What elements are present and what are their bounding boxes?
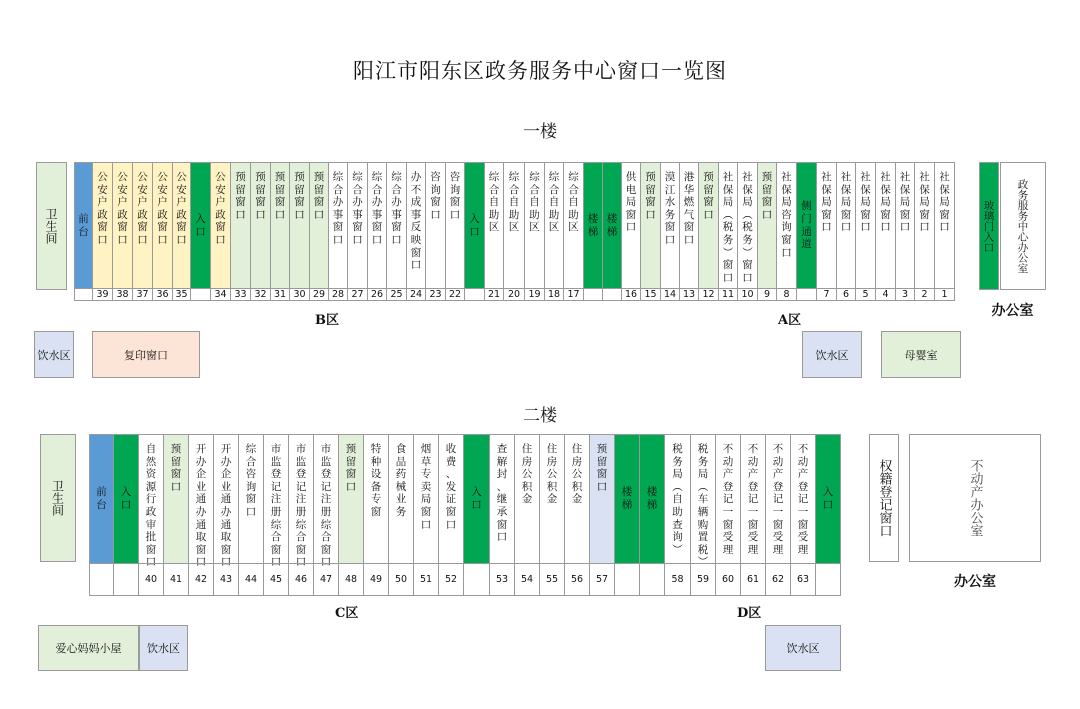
floor1-mother-room: 母婴室 [881,331,961,378]
floor2-window-15 [463,434,490,564]
floor2-registry-window [869,434,899,562]
floor1-window-label: 综 合 自 助 区 [508,171,520,234]
floor2-window-number: 48 [338,563,364,596]
floor1-window-32 [698,162,719,289]
floor1-window-label: 预 留 窗 口 [703,171,714,221]
floor2-window-row [89,434,842,597]
floor1-window-label: 楼 梯 [606,212,618,238]
floor1-office-label: 办公室 [991,303,1034,319]
floor2-window-14 [438,434,464,564]
floor2-window-label: 综 合 咨 询 窗 口 [245,443,257,518]
floor2-window-7 [263,434,289,569]
floor1-window-number: 10 [737,288,758,301]
floor1-window-label: 综 合 自 助 区 [488,171,500,234]
floor1-window-label: 公 安 户 政 窗 口 [215,171,226,246]
floor1-heading: 一楼 [523,122,557,142]
floor2-window-label: 入 口 [471,486,482,511]
floor1-window-number: 14 [660,288,680,301]
floor2-heading: 二楼 [523,406,557,426]
floor1-window-number: 29 [309,288,329,301]
floor2-window-number: 51 [413,563,439,596]
floor1-window-40 [855,162,876,289]
floor2-window-number: 54 [514,563,540,596]
floor2-window-label: 预 留 窗 口 [596,443,608,493]
floor2-window-number [113,563,139,596]
floor2-window-number: 63 [790,563,816,596]
floor2-window-number: 55 [539,563,565,596]
floor2-property-office-label: 不动产办公室 [967,459,983,537]
floor1-copy-window: 复印窗口 [92,331,200,378]
floor1-window-number: 35 [172,288,191,301]
floor1-window-label: 漠 江 水 务 窗 口 [664,171,676,246]
floor1-window-19 [445,162,465,289]
floor1-window-8 [230,162,251,289]
floor1-window-16 [386,162,407,289]
floor1-window-12 [309,162,329,289]
floor1-window-number: 28 [328,288,348,301]
floor2-window-label: 自 然 资 源 行 政 审 批 窗 口 [145,443,157,569]
floor1-window-number: 31 [270,288,290,301]
floor2-window-18 [539,434,565,564]
floor1-window-label: 供 电 局 窗 口 [625,171,637,234]
floor2-window-number: 42 [188,563,214,596]
floor1-window-label: 公 安 户 政 窗 口 [137,171,148,246]
floor2-window-28 [790,434,816,564]
floor2-window-16 [489,434,515,564]
floor2-water-right: 饮水区 [765,625,841,671]
floor2-water-left: 饮水区 [139,625,188,671]
zone-c-label: C区 [335,606,359,621]
floor1-window-number: 1 [934,288,955,301]
floor2-window-label: 查 解 封 、 继 承 窗 口 [496,443,508,544]
floor2-window-11 [363,434,389,564]
floor1-window-5 [172,162,191,289]
floor1-window-label: 预 留 窗 口 [235,171,246,221]
floor1-window-number: 11 [718,288,738,301]
floor1-window-label: 预 留 窗 口 [294,171,305,221]
floor2-window-number: 60 [715,563,741,596]
floor2-window-label: 入 口 [822,486,834,511]
floor1-window-9 [250,162,271,289]
floor1-window-label: 公 安 户 政 窗 口 [157,171,168,246]
floor1-window-number: 21 [484,288,504,301]
floor2-window-label: 预 留 窗 口 [345,443,357,493]
floor2-window-label: 楼 梯 [646,486,658,511]
floor1-window-number [796,288,817,301]
floor1-window-number: 30 [289,288,310,301]
floor2-window-label: 入 口 [120,486,132,511]
floor1-window-label: 社 保 局 咨 询 窗 口 [781,171,792,259]
floor2-window-number: 45 [263,563,289,596]
floor2-window-21 [614,434,640,564]
floor2-window-label: 收 费 、 发 证 窗 口 [445,443,457,531]
floor1-office [1000,162,1046,290]
floor1-window-label: 社 保 局 ︵ 税 务 ︶ 窗 口 [742,171,753,284]
floor2-window-label: 不 动 产 登 记 一 窗 受 理 [747,443,759,556]
floor1-window-43 [914,162,935,289]
floor2-window-10 [338,434,364,564]
floor1-window-label: 社 保 局 窗 口 [840,171,852,234]
floor1-window-number [190,288,211,301]
floor1-restroom-label: 卫生间 [44,208,58,244]
floor1-glass-door [979,162,999,290]
floor2-window-5 [213,434,239,569]
floor1-window-label: 楼 梯 [587,212,599,238]
floor1-window-20 [464,162,485,289]
floor1-window-18 [425,162,446,289]
floor1-window-7 [210,162,231,289]
floor1-window-number: 36 [152,288,173,301]
page-title: 阳江市阳东区政务服务中心窗口一览图 [353,59,727,83]
floor1-window-31 [679,162,699,289]
floor1-window-34 [737,162,758,289]
floor1-window-label: 公 安 户 政 窗 口 [97,171,108,246]
floor1-window-label: 社 保 局 窗 口 [919,171,930,234]
floor2-window-number: 44 [238,563,264,596]
floor1-window-number: 4 [875,288,896,301]
floor2-window-label: 开 办 企 业 通 办 通 取 窗 口 [220,443,232,569]
floor1-window-number: 3 [895,288,915,301]
floor1-window-label: 综 合 自 助 区 [529,171,540,234]
floor1-window-number: 39 [92,288,113,301]
floor1-window-36 [776,162,797,289]
floor1-window-label: 综 合 办 事 窗 口 [371,171,383,246]
floor1-window-10 [270,162,290,289]
floor2-window-label: 食 品 药 械 业 务 [395,443,407,518]
floor2-registry-label: 权籍登记窗口 [876,459,892,537]
floor2-window-8 [288,434,314,569]
floor2-window-label: 市 监 登 记 注 册 综 合 窗 口 [320,443,332,569]
floor2-window-13 [413,434,439,564]
floor1-window-label: 社 保 局 窗 口 [880,171,891,234]
floor1-window-label: 社 保 局 窗 口 [939,171,950,234]
floor2-window-number: 56 [564,563,590,596]
floor1-window-number: 38 [112,288,133,301]
floor2-window-20 [589,434,615,564]
floor1-window-number: 7 [816,288,837,301]
floor2-window-label: 税 务 局 ︵ 自 助 查 询 ︶ [672,443,683,556]
floor1-window-number: 6 [836,288,856,301]
floor1-window-37 [796,162,817,289]
floor2-restroom [40,434,76,562]
floor1-window-14 [347,162,368,289]
floor2-window-number: 43 [213,563,239,596]
floor2-window-27 [765,434,791,564]
floor1-window-35 [757,162,777,289]
floor2-window-label: 烟 草 专 卖 局 窗 口 [420,443,432,531]
floor2-restroom-label: 卫生间 [50,480,65,516]
floor1-window-number: 12 [698,288,719,301]
floor2-window-number: 62 [765,563,791,596]
floor2-window-29 [815,434,841,564]
floor1-window-label: 前 台 [78,212,89,238]
floor2-window-25 [715,434,741,564]
floor1-window-number: 37 [132,288,153,301]
floor1-window-label: 预 留 窗 口 [313,171,325,221]
floor1-window-label: 社 保 局 窗 口 [821,171,832,234]
floor2-window-6 [238,434,264,564]
floor1-window-6 [190,162,211,289]
floor1-window-number: 33 [230,288,251,301]
floor1-window-number: 9 [757,288,777,301]
floor2-window-24 [690,434,716,569]
floor2-window-number: 47 [313,563,339,596]
floor1-window-number [464,288,485,301]
floor1-window-number: 17 [563,288,584,301]
floor2-mom-room: 爱心妈妈小屋 [38,625,139,671]
floor1-window-label: 咨 询 窗 口 [430,171,441,221]
floor1-window-39 [836,162,856,289]
floor1-window-label: 公 安 户 政 窗 口 [117,171,128,246]
floor1-window-label: 社 保 局 窗 口 [899,171,911,234]
floor2-window-number: 59 [690,563,716,596]
floor2-window-4 [188,434,214,569]
floor1-window-0 [74,162,93,289]
floor2-window-number: 61 [740,563,766,596]
floor1-window-21 [484,162,504,289]
floor1-window-30 [660,162,680,289]
zone-b-label: B区 [315,313,339,328]
floor2-window-number [614,563,640,596]
floor1-window-label: 社 保 局 窗 口 [860,171,871,234]
floor2-window-number: 41 [163,563,189,596]
floor1-window-number: 25 [386,288,407,301]
floor1-window-number: 24 [406,288,426,301]
floor2-window-number [89,563,114,596]
floor1-restroom [36,162,67,290]
floor2-window-label: 税 务 局 ︵ 车 辆 购 置 税 ︶ [697,443,709,569]
floor1-window-number: 27 [347,288,368,301]
floor1-office-name: 政务服务中心办公室 [1016,178,1029,274]
floor1-window-number: 32 [250,288,271,301]
floor2-window-number [639,563,665,596]
floor1-window-number: 15 [640,288,661,301]
floor1-window-number: 34 [210,288,231,301]
floor1-window-label: 入 口 [469,212,480,238]
floor2-window-label: 开 办 企 业 通 办 通 取 窗 口 [195,443,207,569]
floor2-window-label: 市 监 登 记 注 册 综 合 窗 口 [295,443,307,569]
floor1-window-42 [895,162,915,289]
floor1-window-17 [406,162,426,289]
floor1-window-1 [92,162,113,289]
floor2-window-number: 53 [489,563,515,596]
floor2-window-number: 52 [438,563,464,596]
zone-a-label: A区 [778,313,802,328]
floor1-window-number [583,288,603,301]
floor1-window-33 [718,162,738,289]
floor2-window-0 [89,434,114,564]
floor1-window-24 [544,162,564,289]
floor1-window-label: 综 合 办 事 窗 口 [391,171,402,246]
floor2-window-22 [639,434,665,564]
floor1-window-number: 20 [503,288,525,301]
floor2-window-label: 特 种 设 备 专 窗 [370,443,382,518]
floor1-window-number: 16 [621,288,641,301]
floor1-window-label: 预 留 窗 口 [255,171,266,221]
floor2-window-label: 预 留 窗 口 [170,443,182,493]
floor1-window-number [74,288,93,301]
floor1-window-44 [934,162,955,289]
floor2-window-label: 住 房 公 积 金 [521,443,533,506]
floor1-window-number: 19 [524,288,545,301]
floor1-window-number: 13 [679,288,699,301]
floor1-window-number: 5 [855,288,876,301]
floor1-water-left: 饮水区 [34,331,74,378]
floor1-window-number: 18 [544,288,564,301]
floor2-window-number: 57 [589,563,615,596]
floor1-window-label: 侧 门 通 道 [801,200,812,251]
floor1-window-number: 23 [425,288,446,301]
floor1-window-28 [621,162,641,289]
floor1-window-26 [583,162,603,289]
floor2-window-number [463,563,490,596]
floor1-window-25 [563,162,584,289]
floor2-window-9 [313,434,339,569]
floor1-window-number [602,288,622,301]
floor1-window-label: 预 留 窗 口 [761,171,773,221]
floor2-window-19 [564,434,590,564]
floor1-window-38 [816,162,837,289]
floor1-window-label: 港 华 燃 气 窗 口 [683,171,695,246]
floor1-glass-door-label: 玻璃门入口 [982,199,995,253]
floor2-window-number: 49 [363,563,389,596]
floor2-window-12 [388,434,414,564]
floor1-window-label: 预 留 窗 口 [645,171,656,221]
floor2-window-label: 不 动 产 登 记 一 窗 受 理 [722,443,734,556]
floor2-window-26 [740,434,766,564]
floor1-window-23 [524,162,545,289]
floor2-window-3 [163,434,189,564]
floor2-window-label: 前 台 [96,486,107,511]
floor2-window-23 [664,434,691,564]
floor1-window-number: 26 [367,288,387,301]
floor1-window-label: 社 保 局 ︵ 税 务 ︶ 窗 口 [722,171,734,284]
floor1-window-13 [328,162,348,289]
floor2-window-number: 40 [138,563,164,596]
floor1-window-2 [112,162,133,289]
floor1-window-label: 综 合 自 助 区 [548,171,560,234]
floor1-window-11 [289,162,310,289]
floor1-window-label: 预 留 窗 口 [274,171,286,221]
floor1-window-label: 咨 询 窗 口 [449,171,461,221]
floor2-window-1 [113,434,139,564]
floor2-window-label: 住 房 公 积 金 [571,443,583,506]
floor1-water-right: 饮水区 [802,331,862,378]
floor1-window-number: 22 [445,288,465,301]
floor1-window-41 [875,162,896,289]
zone-d-label: D区 [737,606,762,621]
floor2-property-office [909,434,1041,562]
floor2-window-label: 不 动 产 登 记 一 窗 受 理 [772,443,784,556]
floor1-window-4 [152,162,173,289]
floor2-window-number: 58 [664,563,691,596]
floor1-window-label: 综 合 办 事 窗 口 [352,171,363,246]
floor1-window-label: 综 合 办 事 窗 口 [332,171,344,246]
floor1-window-label: 入 口 [195,212,206,238]
floor1-window-label: 办 不 成 事 反 映 窗 口 [410,171,422,272]
floor2-window-17 [514,434,540,564]
floor1-window-label: 公 安 户 政 窗 口 [176,171,187,246]
floor1-window-number: 2 [914,288,935,301]
floor1-window-3 [132,162,153,289]
floor2-window-number: 46 [288,563,314,596]
floor1-window-22 [503,162,525,289]
floor2-window-label: 市 监 登 记 注 册 综 合 窗 口 [270,443,282,569]
floor2-window-number: 50 [388,563,414,596]
floor2-window-label: 住 房 公 积 金 [546,443,558,506]
floor2-office-label: 办公室 [954,574,996,590]
floor1-window-15 [367,162,387,289]
floor1-window-29 [640,162,661,289]
floor1-window-number: 8 [776,288,797,301]
floor2-window-number [815,563,841,596]
floor2-window-label: 楼 梯 [621,486,633,511]
floor1-window-27 [602,162,622,289]
floor1-window-row [74,162,962,302]
floor2-window-2 [138,434,164,569]
floor1-window-label: 综 合 自 助 区 [568,171,579,234]
floor2-window-label: 不 动 产 登 记 一 窗 受 理 [797,443,809,556]
